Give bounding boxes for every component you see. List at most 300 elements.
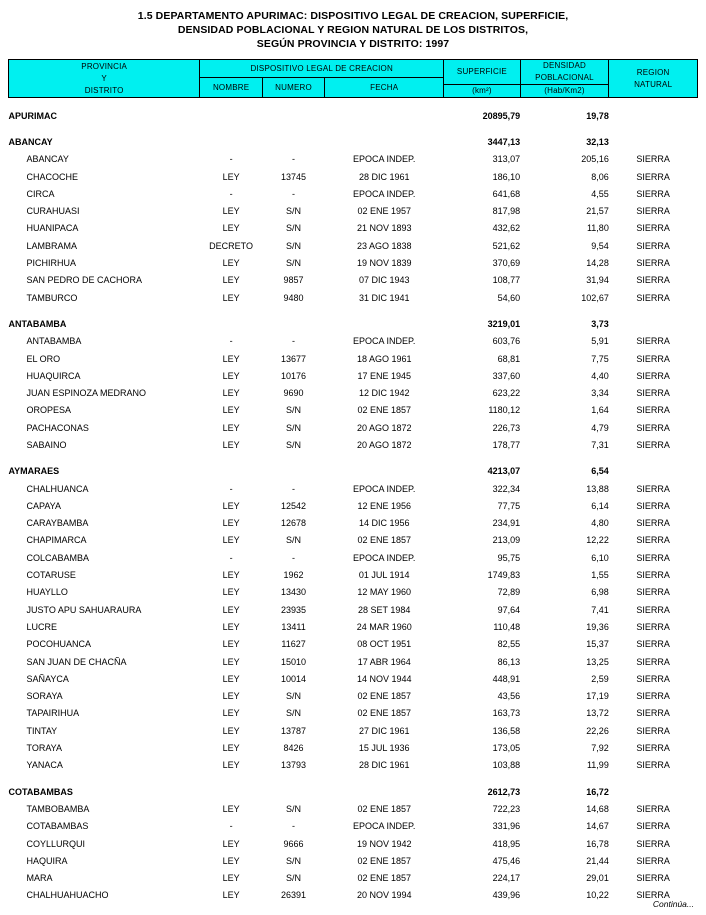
cell-fecha: 31 DIC 1941 xyxy=(358,292,410,303)
cell-nombre: LEY xyxy=(222,439,240,450)
cell-fecha: 27 DIC 1961 xyxy=(358,725,410,736)
title-line-3: SEGÚN PROVINCIA Y DISTRITO: 1997 xyxy=(256,38,450,50)
cell-densidad: 102,67 xyxy=(581,292,609,303)
cell-fecha: 12 ENE 1956 xyxy=(357,500,411,511)
cell-superficie: 186,10 xyxy=(492,171,521,182)
cell-superficie: 1180,12 xyxy=(488,405,521,416)
cell-fecha: EPOCA INDEP. xyxy=(353,154,416,165)
cell-region xyxy=(609,783,698,800)
cell-numero: 11627 xyxy=(281,639,306,650)
cell-region: SIERRA xyxy=(636,258,670,269)
cell-numero xyxy=(262,107,324,124)
cell-fecha: 02 ENE 1857 xyxy=(357,708,411,719)
cell-fecha xyxy=(325,133,444,150)
cell-numero: 9666 xyxy=(283,838,304,849)
cell-densidad: 21,57 xyxy=(586,206,609,217)
cell-nombre: LEY xyxy=(222,206,240,217)
cell-nombre xyxy=(200,463,262,480)
table-row xyxy=(9,887,698,904)
cell-fecha xyxy=(325,463,444,480)
cell-nombre: LEY xyxy=(222,570,240,581)
cell-provincia-distrito: HUAQUIRCA xyxy=(26,370,81,381)
cell-fecha: 02 ENE 1857 xyxy=(357,855,411,866)
cell-provincia-distrito: SAÑAYCA xyxy=(26,673,69,684)
cell-fecha: EPOCA INDEP. xyxy=(353,483,416,494)
table-row xyxy=(9,549,698,566)
cell-numero: S/N xyxy=(286,240,302,251)
table-row xyxy=(9,515,698,532)
cell-densidad: 13,25 xyxy=(586,656,609,667)
cell-superficie: 2612,73 xyxy=(487,786,521,797)
province-row xyxy=(9,315,698,332)
table-row xyxy=(9,818,698,835)
table-row xyxy=(9,566,698,583)
spacer-row xyxy=(9,454,698,463)
cell-region: SIERRA xyxy=(636,422,670,433)
cell-numero: 13793 xyxy=(281,760,307,771)
cell-nombre xyxy=(200,107,262,124)
cell-region: SIERRA xyxy=(636,821,670,832)
cell-superficie: 337,60 xyxy=(492,370,521,381)
cell-region: SIERRA xyxy=(636,803,670,814)
table-row xyxy=(9,384,698,401)
cell-densidad: 16,72 xyxy=(586,786,609,797)
cell-superficie: 521,62 xyxy=(492,240,521,251)
cell-densidad: 4,79 xyxy=(591,422,609,433)
cell-region: SIERRA xyxy=(636,587,670,598)
cell-region: SIERRA xyxy=(636,552,670,563)
cell-region: SIERRA xyxy=(636,336,670,347)
table-row xyxy=(9,670,698,687)
cell-fecha: 02 ENE 1857 xyxy=(357,691,411,702)
spacer-row xyxy=(9,306,698,315)
cell-region: SIERRA xyxy=(636,604,670,615)
cell-numero: S/N xyxy=(286,691,302,702)
cell-fecha: 02 ENE 1857 xyxy=(357,535,411,546)
table-row xyxy=(9,800,698,817)
cell-superficie: 432,62 xyxy=(492,223,521,234)
cell-provincia-distrito: SORAYA xyxy=(26,691,63,702)
cell-superficie: 43,56 xyxy=(497,691,521,702)
cell-densidad: 21,44 xyxy=(586,855,609,866)
cell-fecha: 12 DIC 1942 xyxy=(358,388,410,399)
cell-region: SIERRA xyxy=(636,890,670,901)
cell-provincia-distrito: CIRCA xyxy=(26,188,55,199)
cell-fecha: 15 JUL 1936 xyxy=(358,743,410,754)
header-densidad xyxy=(520,60,609,85)
cell-densidad: 6,54 xyxy=(591,466,609,477)
cell-nombre: LEY xyxy=(222,656,240,667)
cell-numero: - xyxy=(292,552,296,563)
cell-provincia-distrito: OROPESA xyxy=(26,405,72,416)
cell-superficie: 370,69 xyxy=(492,258,521,269)
cell-fecha: EPOCA INDEP. xyxy=(353,821,416,832)
header-densidad-line1: DENSIDAD xyxy=(543,61,586,70)
cell-region xyxy=(609,463,698,480)
cell-provincia-distrito: COLCABAMBA xyxy=(26,552,90,563)
cell-nombre: LEY xyxy=(222,890,240,901)
cell-densidad: 7,41 xyxy=(591,604,609,615)
cell-densidad: 32,13 xyxy=(586,136,609,147)
cell-numero: 12678 xyxy=(281,518,307,529)
cell-superficie: 3447,13 xyxy=(487,136,521,147)
cell-superficie: 108,77 xyxy=(492,275,521,286)
cell-fecha: 20 AGO 1872 xyxy=(356,422,412,433)
cell-superficie: 110,48 xyxy=(493,621,521,632)
cell-nombre: - xyxy=(229,336,233,347)
cell-region: SIERRA xyxy=(636,405,670,416)
cell-densidad: 13,72 xyxy=(586,708,609,719)
cell-numero: - xyxy=(292,483,296,494)
cell-densidad: 1,55 xyxy=(591,570,609,581)
cell-provincia-distrito: HUAYLLO xyxy=(26,587,68,598)
cell-fecha: 02 ENE 1857 xyxy=(357,405,411,416)
cell-densidad: 4,80 xyxy=(591,518,609,529)
cell-superficie: 226,73 xyxy=(492,422,521,433)
header-row-top xyxy=(9,60,698,78)
cell-fecha: 17 ABR 1964 xyxy=(357,656,411,667)
cell-provincia-distrito: COTABAMBAS xyxy=(8,786,73,797)
header-region-natural xyxy=(609,60,698,98)
cell-provincia-distrito: EL ORO xyxy=(26,353,61,364)
cell-provincia-distrito: HAQUIRA xyxy=(26,855,68,866)
header-densidad-line2: POBLACIONAL xyxy=(535,73,594,82)
cell-region: SIERRA xyxy=(636,292,670,303)
table-row xyxy=(9,636,698,653)
cell-numero xyxy=(262,783,324,800)
cell-region: SIERRA xyxy=(636,223,670,234)
cell-fecha: 20 NOV 1994 xyxy=(356,890,412,901)
cell-densidad: 17,19 xyxy=(586,691,609,702)
cell-densidad: 14,67 xyxy=(586,821,609,832)
cell-nombre: LEY xyxy=(222,621,240,632)
table-row xyxy=(9,869,698,886)
cell-densidad: 205,16 xyxy=(581,154,609,165)
cell-nombre: LEY xyxy=(222,171,240,182)
cell-densidad: 5,91 xyxy=(591,336,609,347)
cell-provincia-distrito: ANTABAMBA xyxy=(26,336,82,347)
cell-superficie: 817,98 xyxy=(492,206,521,217)
cell-fecha: EPOCA INDEP. xyxy=(353,552,416,563)
header-superficie: SUPERFICIE xyxy=(444,60,521,85)
cell-numero: S/N xyxy=(286,439,302,450)
table-row xyxy=(9,220,698,237)
cell-provincia-distrito: ANTABAMBA xyxy=(8,318,67,329)
cell-superficie: 475,46 xyxy=(492,855,521,866)
table-row xyxy=(9,852,698,869)
cell-provincia-distrito: APURIMAC xyxy=(8,110,57,121)
cell-nombre: LEY xyxy=(222,422,240,433)
cell-provincia-distrito: CHALHUAHUACHO xyxy=(26,890,109,901)
cell-superficie: 331,96 xyxy=(492,821,521,832)
cell-superficie: 136,58 xyxy=(492,725,521,736)
cell-region: SIERRA xyxy=(636,838,670,849)
cell-superficie: 178,77 xyxy=(492,439,521,450)
cell-superficie: 3219,01 xyxy=(487,318,521,329)
cell-numero: S/N xyxy=(286,708,302,719)
cell-provincia-distrito: ABANCAY xyxy=(8,136,53,147)
cell-numero: 15010 xyxy=(281,656,307,667)
cell-superficie: 86,13 xyxy=(497,656,521,667)
cell-superficie: 722,23 xyxy=(492,803,521,814)
table-row xyxy=(9,835,698,852)
cell-superficie: 68,81 xyxy=(497,353,521,364)
table-row xyxy=(9,436,698,453)
cell-provincia-distrito: CAPAYA xyxy=(26,500,62,511)
table-row xyxy=(9,333,698,350)
cell-nombre: LEY xyxy=(222,725,240,736)
cell-fecha: 19 NOV 1839 xyxy=(356,258,412,269)
cell-region: SIERRA xyxy=(636,483,670,494)
cell-nombre: DECRETO xyxy=(209,240,254,251)
cell-numero: S/N xyxy=(286,223,302,234)
cell-superficie: 418,95 xyxy=(492,838,521,849)
cell-nombre: LEY xyxy=(222,292,240,303)
cell-superficie: 448,91 xyxy=(492,673,521,684)
cell-provincia-distrito: POCOHUANCA xyxy=(26,639,92,650)
cell-region: SIERRA xyxy=(636,621,670,632)
cell-superficie: 313,07 xyxy=(492,154,521,165)
cell-nombre: LEY xyxy=(222,708,240,719)
cell-nombre: - xyxy=(229,552,233,563)
cell-densidad: 10,22 xyxy=(586,890,609,901)
cell-densidad: 14,28 xyxy=(586,258,609,269)
header-numero: NUMERO xyxy=(262,78,324,98)
cell-provincia-distrito: SABAINO xyxy=(26,439,67,450)
header-provincia-line3: DISTRITO xyxy=(84,85,124,95)
cell-region: SIERRA xyxy=(636,188,670,199)
cell-densidad: 29,01 xyxy=(586,873,609,884)
province-row xyxy=(9,463,698,480)
province-row xyxy=(9,133,698,150)
cell-provincia-distrito: AYMARAES xyxy=(8,466,60,477)
cell-nombre: - xyxy=(229,821,233,832)
cell-provincia-distrito: COYLLURQUI xyxy=(26,838,86,849)
cell-region: SIERRA xyxy=(636,691,670,702)
cell-numero: 13430 xyxy=(281,587,307,598)
cell-numero: 13411 xyxy=(281,621,306,632)
header-densidad-unit: (Hab/Km2) xyxy=(520,85,609,98)
spacer-row xyxy=(9,98,698,108)
table-row xyxy=(9,367,698,384)
cell-densidad: 15,37 xyxy=(586,639,609,650)
table-row xyxy=(9,185,698,202)
spacer-cell xyxy=(9,98,698,108)
cell-fecha: 28 SET 1984 xyxy=(358,604,411,615)
cell-region: SIERRA xyxy=(636,206,670,217)
cell-region: SIERRA xyxy=(636,708,670,719)
cell-nombre: - xyxy=(229,154,233,165)
districts-table xyxy=(8,59,698,904)
cell-numero: 23935 xyxy=(281,604,307,615)
table-row xyxy=(9,480,698,497)
cell-region: SIERRA xyxy=(636,439,670,450)
cell-superficie: 4213,07 xyxy=(487,466,521,477)
cell-provincia-distrito: YANACA xyxy=(26,760,63,771)
cell-numero: S/N xyxy=(286,422,302,433)
cell-provincia-distrito: CURAHUASI xyxy=(26,206,80,217)
cell-densidad: 12,22 xyxy=(586,535,609,546)
cell-provincia-distrito: SAN JUAN DE CHACÑA xyxy=(26,656,127,667)
cell-fecha: 01 JUL 1914 xyxy=(358,570,410,581)
cell-region xyxy=(609,315,698,332)
cell-densidad: 4,40 xyxy=(591,370,609,381)
cell-region: SIERRA xyxy=(636,639,670,650)
cell-fecha: EPOCA INDEP. xyxy=(353,336,416,347)
table-row xyxy=(9,739,698,756)
cell-region: SIERRA xyxy=(636,171,670,182)
cell-densidad: 19,36 xyxy=(586,621,609,632)
cell-numero: 10014 xyxy=(281,673,307,684)
cell-numero: S/N xyxy=(286,873,302,884)
cell-superficie: 97,64 xyxy=(497,604,521,615)
spacer-row xyxy=(9,124,698,133)
cell-nombre: LEY xyxy=(222,275,240,286)
cell-region xyxy=(609,107,698,124)
cell-densidad: 11,80 xyxy=(586,223,609,234)
cell-superficie: 20895,79 xyxy=(482,110,521,121)
cell-nombre: LEY xyxy=(222,535,240,546)
cell-region: SIERRA xyxy=(636,154,670,165)
cell-provincia-distrito: LAMBRAMA xyxy=(26,240,78,251)
cell-numero: - xyxy=(292,821,296,832)
table-row xyxy=(9,584,698,601)
cell-superficie: 95,75 xyxy=(497,552,521,563)
cell-superficie: 322,34 xyxy=(492,483,521,494)
table-row xyxy=(9,402,698,419)
cell-nombre xyxy=(200,783,262,800)
spacer-cell xyxy=(9,454,698,463)
cell-nombre: LEY xyxy=(222,500,240,511)
cell-nombre: LEY xyxy=(222,604,240,615)
table-row xyxy=(9,688,698,705)
cell-densidad: 3,73 xyxy=(591,318,609,329)
cell-nombre: LEY xyxy=(222,743,240,754)
cell-provincia-distrito: COTARUSE xyxy=(26,570,76,581)
cell-provincia-distrito: MARA xyxy=(26,873,53,884)
cell-region: SIERRA xyxy=(636,725,670,736)
cell-nombre xyxy=(200,133,262,150)
cell-fecha xyxy=(325,107,444,124)
cell-provincia-distrito: CHACOCHE xyxy=(26,171,79,182)
cell-fecha: 23 AGO 1838 xyxy=(356,240,412,251)
cell-region: SIERRA xyxy=(636,370,670,381)
cell-numero xyxy=(262,315,324,332)
table-row xyxy=(9,272,698,289)
cell-superficie: 234,91 xyxy=(492,518,521,529)
table-row xyxy=(9,705,698,722)
header-nombre: NOMBRE xyxy=(200,78,262,98)
cell-region: SIERRA xyxy=(636,353,670,364)
cell-provincia-distrito: TAPAIRIHUA xyxy=(26,708,80,719)
department-row xyxy=(9,107,698,124)
cell-fecha: 02 ENE 1857 xyxy=(357,873,411,884)
cell-densidad: 11,99 xyxy=(586,760,609,771)
table-row xyxy=(9,722,698,739)
cell-densidad: 7,75 xyxy=(591,353,609,364)
cell-nombre: LEY xyxy=(222,855,240,866)
cell-superficie: 623,22 xyxy=(492,388,521,399)
table-row xyxy=(9,289,698,306)
cell-nombre: LEY xyxy=(222,223,240,234)
cell-numero: 9480 xyxy=(283,292,304,303)
header-superficie-unit: (km²) xyxy=(444,85,521,98)
cell-superficie: 173,05 xyxy=(492,743,521,754)
cell-superficie: 82,55 xyxy=(497,639,521,650)
cell-fecha: 14 NOV 1944 xyxy=(356,673,412,684)
cell-provincia-distrito: JUSTO APU SAHUARAURA xyxy=(26,604,142,615)
spacer-cell xyxy=(9,774,698,783)
cell-numero: - xyxy=(292,154,296,165)
table-row xyxy=(9,618,698,635)
cell-superficie: 1749,83 xyxy=(487,570,521,581)
cell-densidad: 16,78 xyxy=(586,838,609,849)
cell-nombre: - xyxy=(229,188,233,199)
table-row xyxy=(9,350,698,367)
cell-numero: S/N xyxy=(286,855,302,866)
cell-numero: 13787 xyxy=(281,725,307,736)
table-row xyxy=(9,168,698,185)
cell-numero: 13677 xyxy=(281,353,307,364)
cell-region: SIERRA xyxy=(636,673,670,684)
cell-superficie: 603,76 xyxy=(492,336,521,347)
cell-densidad: 31,94 xyxy=(586,275,609,286)
cell-superficie: 54,60 xyxy=(497,292,521,303)
cell-densidad: 3,34 xyxy=(591,388,609,399)
cell-nombre: LEY xyxy=(222,405,240,416)
cell-numero: 26391 xyxy=(281,890,307,901)
cell-provincia-distrito: SAN PEDRO DE CACHORA xyxy=(26,275,143,286)
cell-densidad: 6,98 xyxy=(591,587,609,598)
table-body xyxy=(9,98,698,905)
table-row xyxy=(9,237,698,254)
cell-fecha: 07 DIC 1943 xyxy=(358,275,410,286)
table-row xyxy=(9,419,698,436)
cell-fecha: 17 ENE 1945 xyxy=(357,370,411,381)
cell-densidad: 6,14 xyxy=(591,500,609,511)
cell-superficie: 224,17 xyxy=(492,873,521,884)
cell-densidad: 6,10 xyxy=(591,552,609,563)
title-line-2: DENSIDAD POBLACIONAL Y REGION NATURAL DE LOS DISTRITOS, xyxy=(177,24,529,36)
province-row xyxy=(9,783,698,800)
header-region-line2: NATURAL xyxy=(634,79,673,89)
header-fecha: FECHA xyxy=(325,78,444,98)
cell-nombre: LEY xyxy=(222,639,240,650)
cell-provincia-distrito: COTABAMBAS xyxy=(26,821,89,832)
continued-note: Continúa... xyxy=(652,899,694,909)
cell-densidad: 2,59 xyxy=(591,673,609,684)
table-row xyxy=(9,151,698,168)
header-region-line1: REGION xyxy=(636,67,670,77)
cell-provincia-distrito: PACHACONAS xyxy=(26,422,89,433)
cell-numero: 9690 xyxy=(283,388,304,399)
cell-numero xyxy=(262,133,324,150)
cell-densidad: 14,68 xyxy=(586,803,609,814)
cell-provincia-distrito: TAMBURCO xyxy=(26,292,78,303)
cell-nombre: LEY xyxy=(222,258,240,269)
cell-superficie: 103,88 xyxy=(492,760,521,771)
cell-provincia-distrito: PICHIRHUA xyxy=(26,258,77,269)
spacer-cell xyxy=(9,306,698,315)
cell-fecha: 20 AGO 1872 xyxy=(356,439,412,450)
cell-nombre: LEY xyxy=(222,873,240,884)
cell-nombre: LEY xyxy=(222,803,240,814)
cell-fecha: 02 ENE 1957 xyxy=(357,206,411,217)
cell-region: SIERRA xyxy=(636,535,670,546)
cell-fecha: 18 AGO 1961 xyxy=(356,353,412,364)
cell-provincia-distrito: TORAYA xyxy=(26,743,63,754)
cell-numero: 8426 xyxy=(283,743,304,754)
